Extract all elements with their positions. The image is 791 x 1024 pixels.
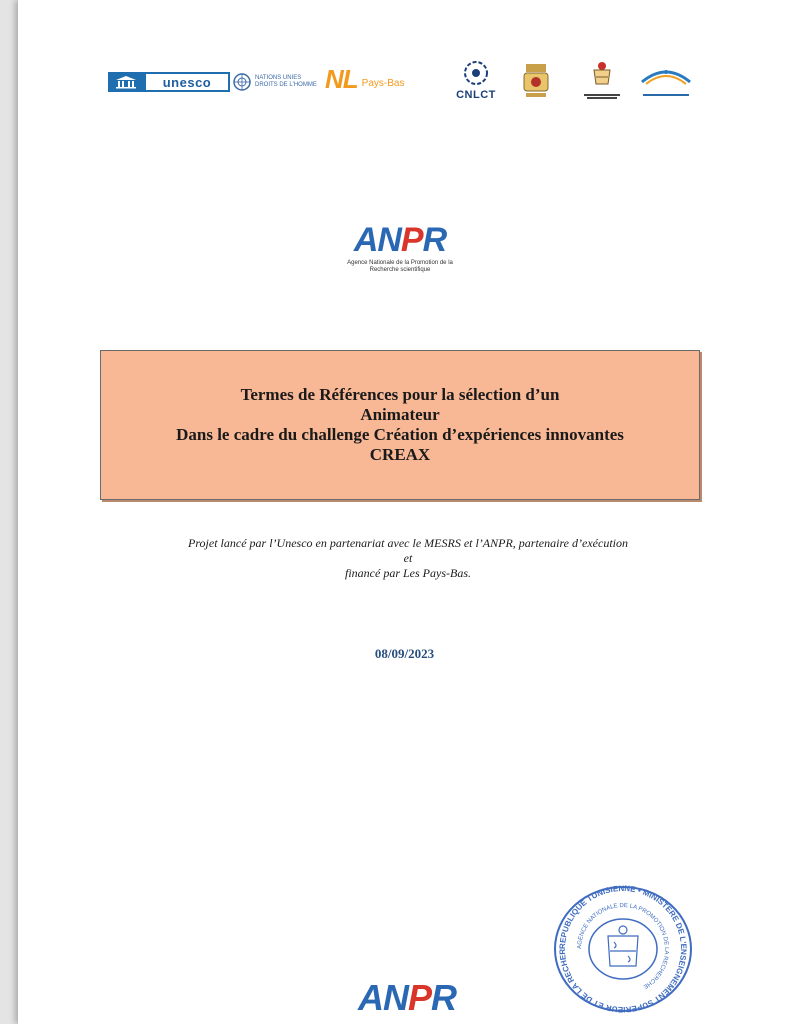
unesco-temple-icon — [108, 72, 144, 92]
anpr-logo-top — [340, 222, 460, 274]
document-page — [18, 0, 791, 1024]
anpr-wordmark-bottom: ANPR — [358, 977, 457, 1018]
project-line-3: financé par Les Pays-Bas. — [345, 566, 471, 580]
cnlct-emblem-icon — [461, 60, 491, 86]
svg-text:AGENCE NATIONALE DE LA PROMOTI — [577, 903, 669, 989]
anpr-wordmark: ANPR — [353, 221, 447, 259]
unesco-logo — [108, 72, 230, 92]
partner-arc-logo — [638, 62, 694, 97]
title-line-3: Dans le cadre du challenge Création d’expériences innovantes — [176, 425, 624, 444]
tunisia-republic-emblem — [582, 60, 622, 100]
cnlct-logo — [450, 60, 502, 101]
arc-emblem-icon — [638, 62, 694, 88]
project-description — [78, 536, 738, 581]
ministry-emblem — [518, 60, 554, 105]
stamp-inner-text: AGENCE NATIONALE DE LA PROMOTION DE LA RECHERCHE — [576, 902, 670, 990]
cnlct-label: CNLCT — [456, 89, 496, 101]
tunisia-emblem-caption — [582, 94, 622, 99]
title-line-1: Termes de Références pour la sélection d’un — [240, 385, 560, 404]
partner-logos — [18, 56, 791, 106]
anpr-subtitle: Agence Nationale de la Promotion de la Recherche scientifique — [347, 260, 453, 273]
nl-country: Pays-Bas — [361, 78, 405, 89]
arc-logo-caption — [638, 94, 694, 96]
nl-mark: NL — [325, 64, 358, 94]
unesco-wordmark: unesco — [144, 72, 230, 92]
ministry-crest-icon — [518, 60, 554, 100]
document-date: 08/09/2023 — [374, 646, 435, 661]
un-emblem-icon — [232, 72, 252, 92]
official-stamp-icon — [548, 884, 698, 1014]
stamp-outer-text: REPUBLIQUE TUNISIENNE • MINISTERE DE L'ENSEIGNEMENT SUPERIEUR ET DE LA RECHER — [557, 884, 689, 1014]
title-line-2: Animateur — [360, 405, 440, 424]
tunisia-crest-icon — [588, 60, 616, 88]
project-line-1: Projet lancé par l’Unesco en partenariat avec le MESRS et l’ANPR, partenaire d’exécution — [188, 536, 628, 550]
un-human-rights-logo — [232, 72, 325, 92]
anpr-logo-bottom — [358, 977, 457, 1018]
netherlands-logo — [325, 66, 404, 92]
un-human-rights-text: NATIONS UNIES DROITS DE L'HOMME — [255, 75, 317, 88]
project-line-2: et — [403, 551, 413, 565]
official-stamp — [548, 884, 698, 1019]
title-line-4: CREAX — [369, 445, 431, 464]
document-title-box — [100, 350, 700, 500]
